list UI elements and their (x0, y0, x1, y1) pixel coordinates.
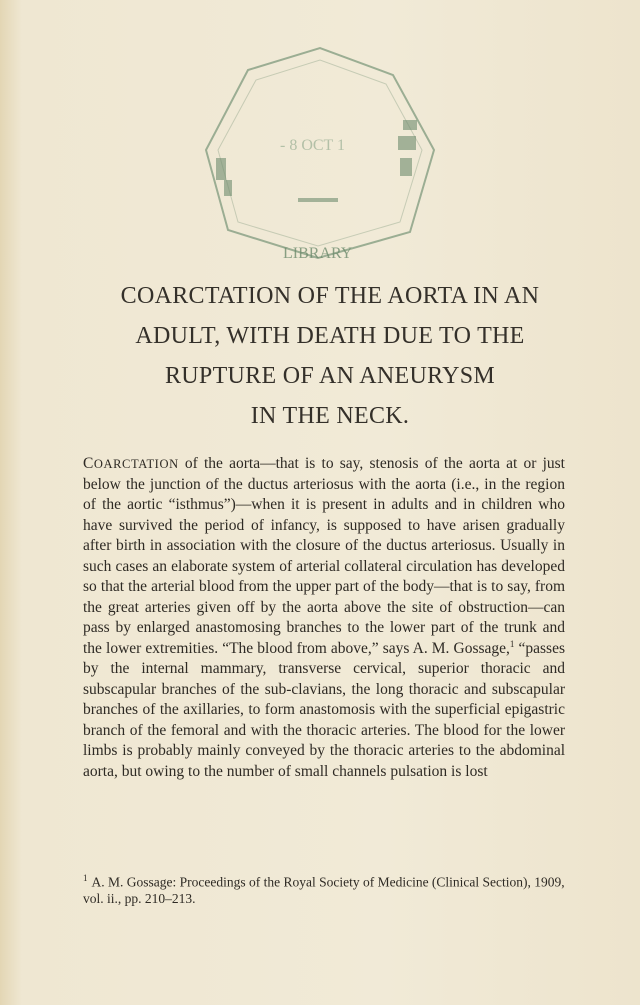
body-text-part1: of the aorta—that is to say, stenosis of the aorta at or just below the junction of the ductus arteriosus with the aorta (i.e., in the region of the aortic “isthmus”)—when it is present in adults and in children who have survived the period of infancy, is supposed to have arisen gradually after birth in association with the closure of the ductus arteriosus. Usually in such cases an elaborate system of arterial collateral circulation has developed so that the arterial blood from the upper part of the body—that is to say, from the great arteries given off by the aorta above the site of obstruction—can pass by enlarged anastomosing branches to the lower part of the trunk and the lower extremities. “The blood from above,” says A. M. Gossage, (83, 455, 565, 657)
title-line-4: IN THE NECK. (250, 403, 410, 429)
footnote-text: A. M. Gossage: Proceedings of the Royal Society of Medicine (Clinical Section), 1909, vol. ii., pp. 210–213. (83, 874, 565, 906)
lead-word: OARCTATION (93, 457, 179, 471)
title-line-1: COARCTATION OF THE AORTA IN AN (120, 283, 540, 309)
footnote-reference: 1 (509, 638, 515, 649)
article-title (60, 276, 600, 436)
title-line-3: RUPTURE OF AN ANEURYSM (164, 363, 495, 389)
lead-first-letter: C (83, 455, 94, 472)
library-stamp-icon (188, 40, 450, 270)
footnote (83, 870, 565, 907)
body-paragraph (83, 454, 565, 782)
footnote-mark: 1 (83, 873, 88, 883)
svg-text:- 8 OCT 1: - 8 OCT 1 (280, 137, 346, 154)
stamp-text: LIBRARY (283, 245, 353, 262)
body-text-part2: “passes by the internal mammary, transverse cervical, superior thoracic and subscapular branches of the sub-clavians, the long thoracic and subscapular branches of the axillaries, to form anastomosis with the superficial epigastric branch of the femoral and with the thoracic arteries. The blood for the lower limbs is probably mainly conveyed by the thoracic arteries to the abdominal aorta, but owing to the number of small channels pulsation is lost (83, 639, 565, 780)
title-line-2: ADULT, WITH DEATH DUE TO THE (135, 323, 525, 349)
